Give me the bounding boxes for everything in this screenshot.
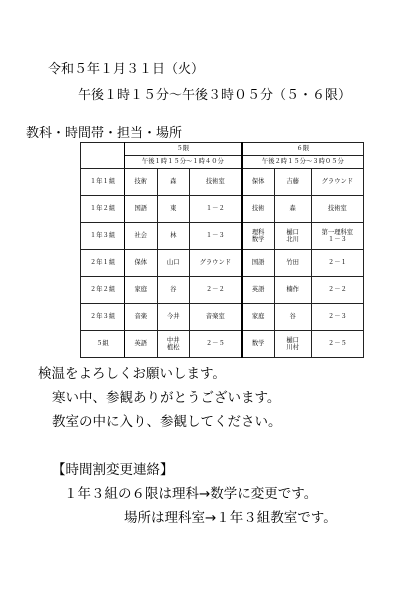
notice-line-room: 場所は理科室→１年３組教室です。 — [124, 510, 337, 526]
period5-teacher-cell: 今井 — [157, 304, 189, 331]
period5-subject-cell: 技術 — [125, 169, 157, 196]
period6-label: ６限 — [242, 143, 364, 156]
period6-room-cell: ２－１ — [311, 250, 363, 277]
period5-teacher-cell: 谷 — [157, 277, 189, 304]
period6-subject-cell: 技術 — [242, 196, 274, 223]
period5-room-cell: 音楽室 — [189, 304, 241, 331]
table-row — [81, 169, 364, 196]
class-name-cell: ２年１組 — [81, 250, 125, 277]
period5-teacher-cell: 東 — [157, 196, 189, 223]
class-name-cell: １年３組 — [81, 223, 125, 250]
period5-subject-cell: 社会 — [125, 223, 157, 250]
class-name-cell: １年１組 — [81, 169, 125, 196]
schedule-change-notice — [52, 458, 337, 530]
time-range-line: 午後１時１５分～午後３時０５分（５・６限） — [78, 88, 352, 103]
period5-room-cell: グラウンド — [189, 250, 241, 277]
period5-teacher-cell: 中井 植松 — [157, 331, 189, 358]
period6-room-cell: グラウンド — [311, 169, 363, 196]
period6-room-cell: 技術室 — [311, 196, 363, 223]
table-row — [81, 304, 364, 331]
period6-subject-cell: 保体 — [242, 169, 274, 196]
class-name-cell: ２年３組 — [81, 304, 125, 331]
schedule-body — [81, 169, 364, 358]
table-row — [81, 223, 364, 250]
class-name-cell: ２年２組 — [81, 277, 125, 304]
message-line-enter: 教室の中に入り、参観してください。 — [52, 414, 282, 430]
period6-room-cell: ２－３ — [311, 304, 363, 331]
message-line-temperature: 検温をよろしくお願いします。 — [38, 366, 226, 382]
period6-teacher-cell: 楠作 — [274, 277, 311, 304]
period6-teacher-cell: 森 — [274, 196, 311, 223]
schedule-table — [80, 142, 364, 358]
period5-teacher-cell: 森 — [157, 169, 189, 196]
period6-subject-cell: 理科 数学 — [242, 223, 274, 250]
period6-teacher-cell: 樋口 川村 — [274, 331, 311, 358]
period6-teacher-cell: 竹田 — [274, 250, 311, 277]
period5-teacher-cell: 林 — [157, 223, 189, 250]
period6-teacher-cell: 樋口 北川 — [274, 223, 311, 250]
period5-time: 午後１時１５分～１時４０分 — [125, 156, 242, 169]
period5-teacher-cell: 山口 — [157, 250, 189, 277]
period5-label: ５限 — [125, 143, 242, 156]
period5-subject-cell: 国語 — [125, 196, 157, 223]
period6-subject-cell: 家庭 — [242, 304, 274, 331]
table-corner-cell — [81, 143, 125, 169]
period5-room-cell: ２－５ — [189, 331, 241, 358]
table-row — [81, 331, 364, 358]
table-row — [81, 250, 364, 277]
message-line-thanks: 寒い中、参観ありがとうございます。 — [52, 390, 281, 406]
notice-line-subject: １年３組の６限は理科→数学に変更です。 — [64, 486, 318, 502]
class-name-cell: １年２組 — [81, 196, 125, 223]
period6-room-cell: 第一理科室 １－３ — [311, 223, 363, 250]
table-header-row-labels — [81, 143, 364, 156]
period6-teacher-cell: 吉藤 — [274, 169, 311, 196]
period5-subject-cell: 音楽 — [125, 304, 157, 331]
notice-title: 【時間割変更連絡】 — [52, 462, 174, 478]
period6-teacher-cell: 谷 — [274, 304, 311, 331]
table-heading: 教科・時間帯・担当・場所 — [26, 126, 183, 141]
table-row — [81, 196, 364, 223]
period5-subject-cell: 英語 — [125, 331, 157, 358]
period5-room-cell: １－２ — [189, 196, 241, 223]
period6-time: 午後２時１５分～３時０５分 — [242, 156, 364, 169]
period6-subject-cell: 数学 — [242, 331, 274, 358]
period5-room-cell: ２－２ — [189, 277, 241, 304]
date-line: 令和５年１月３１日（火） — [48, 62, 205, 77]
table-row — [81, 277, 364, 304]
period5-room-cell: 技術室 — [189, 169, 241, 196]
message-block — [38, 362, 282, 434]
class-name-cell: ５組 — [81, 331, 125, 358]
period5-subject-cell: 保体 — [125, 250, 157, 277]
period6-subject-cell: 英語 — [242, 277, 274, 304]
period5-subject-cell: 家庭 — [125, 277, 157, 304]
period6-subject-cell: 国語 — [242, 250, 274, 277]
period6-room-cell: ２－２ — [311, 277, 363, 304]
period5-room-cell: １－３ — [189, 223, 241, 250]
period6-room-cell: ２－５ — [311, 331, 363, 358]
